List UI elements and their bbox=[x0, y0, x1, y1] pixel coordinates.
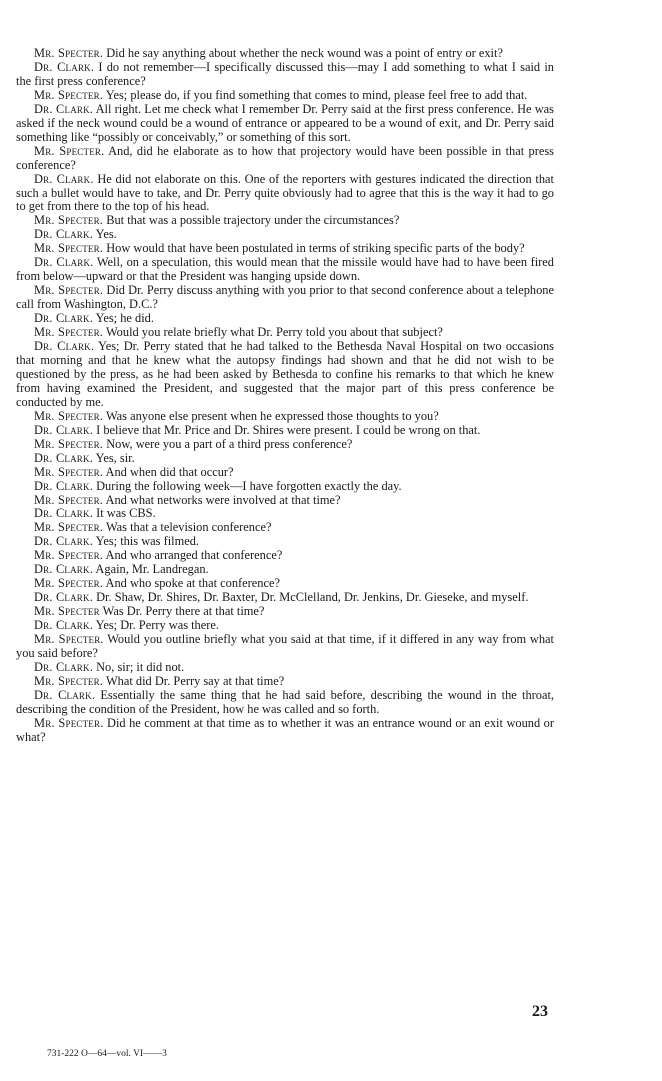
testimony-paragraph bbox=[16, 410, 554, 424]
testimony-paragraph bbox=[16, 633, 554, 661]
testimony-paragraph bbox=[16, 591, 554, 605]
testimony-paragraph bbox=[16, 675, 554, 689]
testimony-paragraph bbox=[16, 47, 554, 61]
speech-text: Yes; Dr. Perry stated that he had talked to the Bethesda Naval Hospital on two occasions that morning and that he knew what the autopsy findings had shown and that he did not wish to be questioned by the press, as he had been asked by Bethesda to confine his remarks to that which he knew from having examined the President, and suggested that the major part of this press conference be conducted by me. bbox=[16, 339, 555, 409]
speaker-name: Mr. Specter. bbox=[34, 46, 104, 60]
testimony-paragraph bbox=[16, 256, 554, 284]
speaker-name: Dr. Clark. bbox=[34, 562, 94, 577]
page-number: 23 bbox=[532, 1003, 548, 1020]
speech-text: Dr. Shaw, Dr. Shires, Dr. Baxter, Dr. McClelland, Dr. Jenkins, Dr. Gieseke, and myself. bbox=[93, 590, 529, 605]
speaker-name: Dr. Clark. bbox=[34, 255, 94, 270]
testimony-paragraph bbox=[16, 494, 554, 508]
testimony-paragraph bbox=[16, 173, 554, 215]
speaker-name: Mr. Specter. bbox=[34, 436, 104, 451]
speaker-name: Dr. Clark. bbox=[34, 227, 94, 242]
testimony-paragraph bbox=[16, 689, 554, 717]
speech-text: Was Dr. Perry there at that time? bbox=[99, 604, 265, 619]
speech-text: Yes; this was filmed. bbox=[93, 534, 200, 549]
speech-text: All right. Let me check what I remember Dr. Perry said at the first press conference. He was asked if the neck wound could be a wound of entrance or appeared to be a wound of exit, and Dr. Perry said something like “possibly or conceivably,” or something of this sort. bbox=[16, 101, 554, 144]
speech-text: And when did that occur? bbox=[103, 464, 234, 479]
speech-text: Yes; Dr. Perry was there. bbox=[93, 618, 219, 633]
speaker-name: Mr. Specter. bbox=[34, 283, 104, 298]
testimony-paragraph bbox=[16, 214, 554, 228]
speech-text: Yes; he did. bbox=[93, 311, 154, 326]
speech-text: Now, were you a part of a third press conference? bbox=[103, 436, 353, 451]
testimony-paragraph bbox=[16, 563, 554, 577]
speech-text: What did Dr. Perry say at that time? bbox=[103, 673, 285, 688]
testimony-paragraph bbox=[16, 549, 554, 563]
testimony-paragraph bbox=[16, 507, 554, 521]
speaker-name: Mr. Specter. bbox=[34, 520, 104, 535]
testimony-paragraph bbox=[16, 284, 554, 312]
speaker-name: Dr. Clark. bbox=[34, 618, 94, 633]
speech-text: And, did he elaborate as to how that projectory would have been possible in that press conference? bbox=[16, 143, 554, 172]
testimony-paragraph bbox=[16, 452, 554, 466]
speaker-name: Dr. Clark. bbox=[34, 506, 94, 521]
testimony-paragraph bbox=[16, 242, 554, 256]
speech-text: Was that a television conference? bbox=[103, 520, 272, 535]
speech-text: And what networks were involved at that time? bbox=[103, 492, 341, 507]
testimony-paragraph bbox=[16, 61, 554, 89]
speech-text: I believe that Mr. Price and Dr. Shires were present. I could be wrong on that. bbox=[93, 422, 481, 437]
speaker-name: Dr. Clark. bbox=[34, 590, 94, 605]
speaker-name: Dr. Clark. bbox=[34, 339, 95, 354]
speaker-name: Mr. Specter. bbox=[34, 408, 104, 423]
testimony-paragraph bbox=[16, 480, 554, 494]
speech-text: Yes. bbox=[93, 227, 117, 242]
speech-text: But that was a possible trajectory under the circumstances? bbox=[103, 213, 400, 228]
speech-text: Did Dr. Perry discuss anything with you prior to that second conference about a telephone call from Washington, D.C.? bbox=[16, 283, 554, 312]
testimony-paragraph bbox=[16, 466, 554, 480]
speaker-name: Dr. Clark. bbox=[34, 311, 94, 326]
testimony-paragraph bbox=[16, 89, 554, 103]
speech-text: It was CBS. bbox=[93, 506, 156, 521]
testimony-paragraph bbox=[16, 424, 554, 438]
speech-text: Again, Mr. Landregan. bbox=[93, 562, 209, 577]
speech-text: Was anyone else present when he expressed those thoughts to you? bbox=[103, 408, 439, 423]
speaker-name: Mr. Specter. bbox=[34, 492, 104, 507]
speaker-name: Dr. Clark. bbox=[34, 659, 94, 674]
speech-text: Well, on a speculation, this would mean that the missile would have had to have been fired from below—upward or that the President was hanging upside down. bbox=[16, 255, 555, 284]
testimony-paragraph bbox=[16, 438, 554, 452]
speaker-name: Dr. Clark. bbox=[34, 422, 94, 437]
testimony-paragraph bbox=[16, 326, 554, 340]
print-code-footer: 731-222 O—64—vol. VI——3 bbox=[47, 1049, 167, 1059]
speech-text: Essentially the same thing that he had said before, describing the wound in the throat, describing the condition of the President, how he was called and so forth. bbox=[16, 687, 554, 716]
speaker-name: Mr. Specter bbox=[34, 604, 100, 619]
speaker-name: Mr. Specter. bbox=[34, 241, 104, 256]
speaker-name: Dr. Clark. bbox=[34, 478, 94, 493]
speaker-name: Mr. Specter. bbox=[34, 325, 104, 340]
testimony-paragraph bbox=[16, 661, 554, 675]
testimony-paragraph bbox=[16, 145, 554, 173]
speaker-name: Mr. Specter. bbox=[34, 213, 104, 228]
testimony-paragraph bbox=[16, 577, 554, 591]
testimony-body bbox=[16, 47, 554, 745]
speaker-name: Dr. Clark. bbox=[34, 171, 94, 186]
testimony-paragraph bbox=[16, 340, 554, 410]
speaker-name: Mr. Specter. bbox=[34, 548, 104, 563]
speaker-name: Mr. Specter. bbox=[34, 464, 104, 479]
speech-text: No, sir; it did not. bbox=[93, 659, 185, 674]
speaker-name: Mr. Specter. bbox=[34, 87, 104, 102]
speech-text: During the following week—I have forgotten exactly the day. bbox=[93, 478, 402, 493]
testimony-paragraph bbox=[16, 619, 554, 633]
testimony-paragraph bbox=[16, 103, 554, 145]
speaker-name: Dr. Clark. bbox=[34, 101, 94, 116]
speaker-name: Mr. Specter. bbox=[34, 673, 104, 688]
speech-text: And who spoke at that conference? bbox=[103, 576, 280, 591]
speech-text: Did he comment at that time as to whether it was an entrance wound or an exit wound or what? bbox=[16, 715, 554, 744]
speech-text: Yes; please do, if you find something that comes to mind, please feel free to add that. bbox=[103, 87, 528, 102]
speaker-name: Mr. Specter. bbox=[34, 632, 104, 647]
testimony-paragraph bbox=[16, 605, 554, 619]
speech-text: He did not elaborate on this. One of the reporters with gestures indicated the direction that such a bullet would have to take, and Dr. Perry quite obviously had to agree that this is the way it had to go to get from there to the top of his head. bbox=[16, 171, 554, 214]
speaker-name: Dr. Clark. bbox=[34, 59, 95, 74]
testimony-paragraph bbox=[16, 717, 554, 745]
speaker-name: Dr. Clark. bbox=[34, 450, 94, 465]
speech-text: Did he say anything about whether the neck wound was a point of entry or exit? bbox=[103, 46, 503, 60]
speech-text: I do not remember—I specifically discussed this—may I add something to what I said in the first press conference? bbox=[16, 59, 554, 88]
testimony-paragraph bbox=[16, 228, 554, 242]
testimony-paragraph bbox=[16, 312, 554, 326]
speech-text: Would you relate briefly what Dr. Perry told you about that subject? bbox=[103, 325, 443, 340]
speaker-name: Dr. Clark. bbox=[34, 687, 96, 702]
speaker-name: Mr. Specter. bbox=[34, 715, 104, 730]
speaker-name: Dr. Clark. bbox=[34, 534, 94, 549]
speaker-name: Mr. Specter. bbox=[34, 576, 104, 591]
speaker-name: Mr. Specter. bbox=[34, 143, 105, 158]
speech-text: How would that have been postulated in terms of striking specific parts of the body? bbox=[103, 241, 525, 256]
speech-text: Yes, sir. bbox=[93, 450, 135, 465]
testimony-paragraph bbox=[16, 521, 554, 535]
speech-text: Would you outline briefly what you said at that time, if it differed in any way from what you said before? bbox=[16, 632, 554, 660]
speech-text: And who arranged that conference? bbox=[103, 548, 283, 563]
testimony-paragraph bbox=[16, 535, 554, 549]
